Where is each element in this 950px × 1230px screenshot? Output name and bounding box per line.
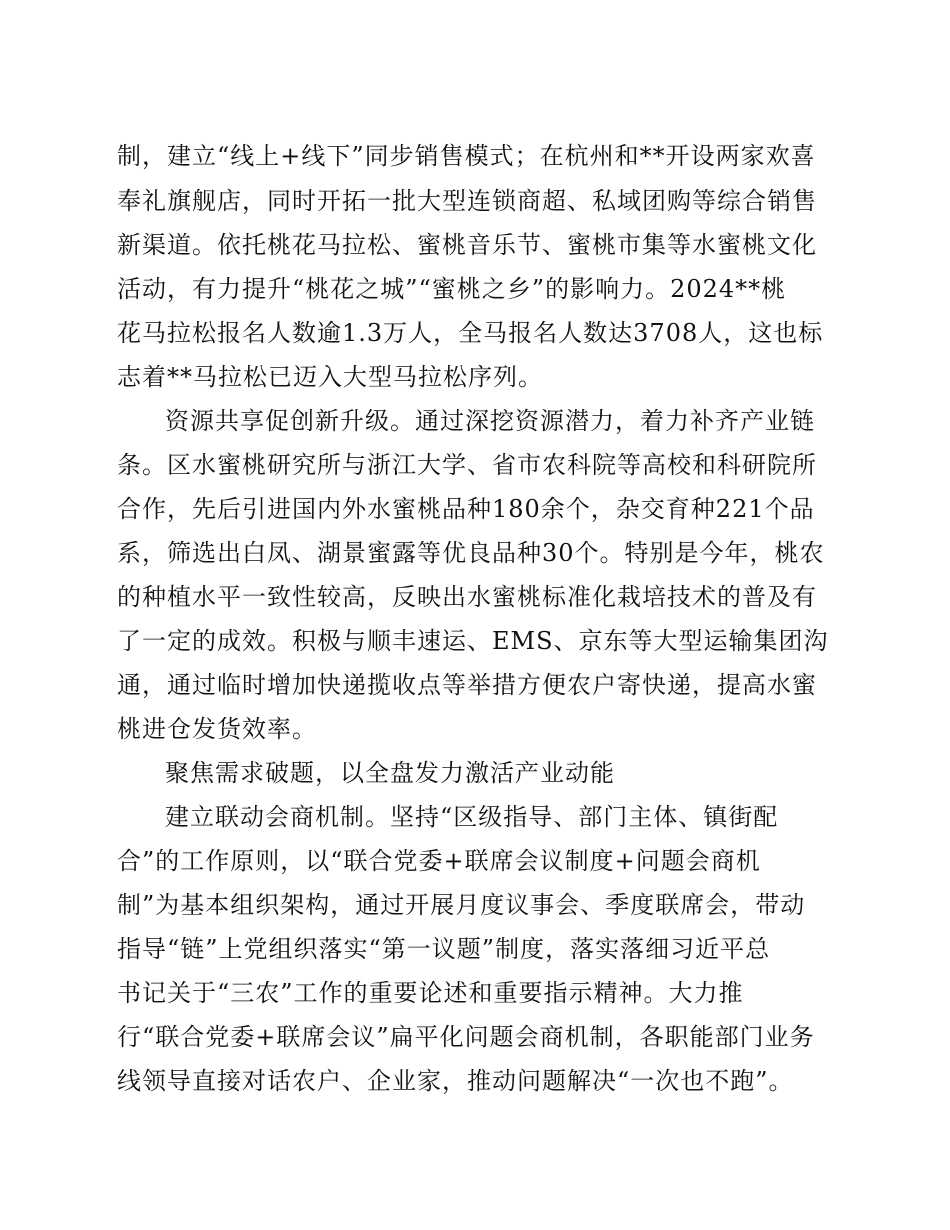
paragraph-heading-linkage-mechanism: 建立联动会商机制。坚持“区级指导、部门主体、镇街配 bbox=[165, 803, 779, 831]
text-line: 志着**马拉松已迈入大型马拉松序列。 bbox=[117, 363, 543, 391]
text-line: 制”为基本组织架构，通过开展月度议事会、季度联席会，带动 bbox=[117, 891, 806, 919]
text-line: 行“联合党委+联席会议”扁平化问题会商机制，各职能部门业务 bbox=[117, 1023, 815, 1051]
text-line: 制，建立“线上+线下”同步销售模式；在杭州和**开设两家欢喜 bbox=[117, 142, 816, 170]
text-line: 书记关于“三农”工作的重要论述和重要指示精神。大力推 bbox=[117, 979, 744, 1007]
text-line: 条。区水蜜桃研究所与浙江大学、省市农科院等高校和科研院所 bbox=[117, 451, 817, 479]
text-line: 奉礼旗舰店，同时开拓一批大型连锁商超、私域团购等综合销售 bbox=[117, 187, 817, 215]
text-line: 了一定的成效。积极与顺丰速运、EMS、京东等大型运输集团沟 bbox=[117, 627, 829, 655]
text-line: 的种植水平一致性较高，反映出水蜜桃标准化栽培技术的普及有 bbox=[117, 583, 817, 611]
text-line: 新渠道。依托桃花马拉松、蜜桃音乐节、蜜桃市集等水蜜桃文化 bbox=[117, 231, 817, 259]
text-line: 线领导直接对话农户、企业家，推动问题解决“一次也不跑”。 bbox=[117, 1067, 794, 1095]
text-line: 桃进仓发货效率。 bbox=[117, 715, 317, 743]
text-line: 合”的工作原则，以“联合党委+联席会议制度+问题会商机 bbox=[117, 847, 761, 875]
section-heading: 聚焦需求破题，以全盘发力激活产业动能 bbox=[165, 759, 615, 787]
paragraph-heading-resource-sharing: 资源共享促创新升级。通过深挖资源潜力，着力补齐产业链 bbox=[165, 407, 815, 435]
text-line: 系，筛选出白凤、湖景蜜露等优良品种30个。特别是今年，桃农 bbox=[117, 539, 825, 567]
text-line: 活动，有力提升“桃花之城”“蜜桃之乡”的影响力。2024**桃 bbox=[117, 275, 787, 303]
text-line: 通，通过临时增加快递揽收点等举措方便农户寄快递，提高水蜜 bbox=[117, 671, 817, 699]
text-line: 合作，先后引进国内外水蜜桃品种180余个，杂交育种221个品 bbox=[117, 495, 815, 523]
text-line: 指导“链”上党组织落实“第一议题”制度，落实落细习近平总 bbox=[117, 935, 771, 963]
text-line: 花马拉松报名人数逾1.3万人，全马报名人数达3708人，这也标 bbox=[117, 319, 824, 347]
